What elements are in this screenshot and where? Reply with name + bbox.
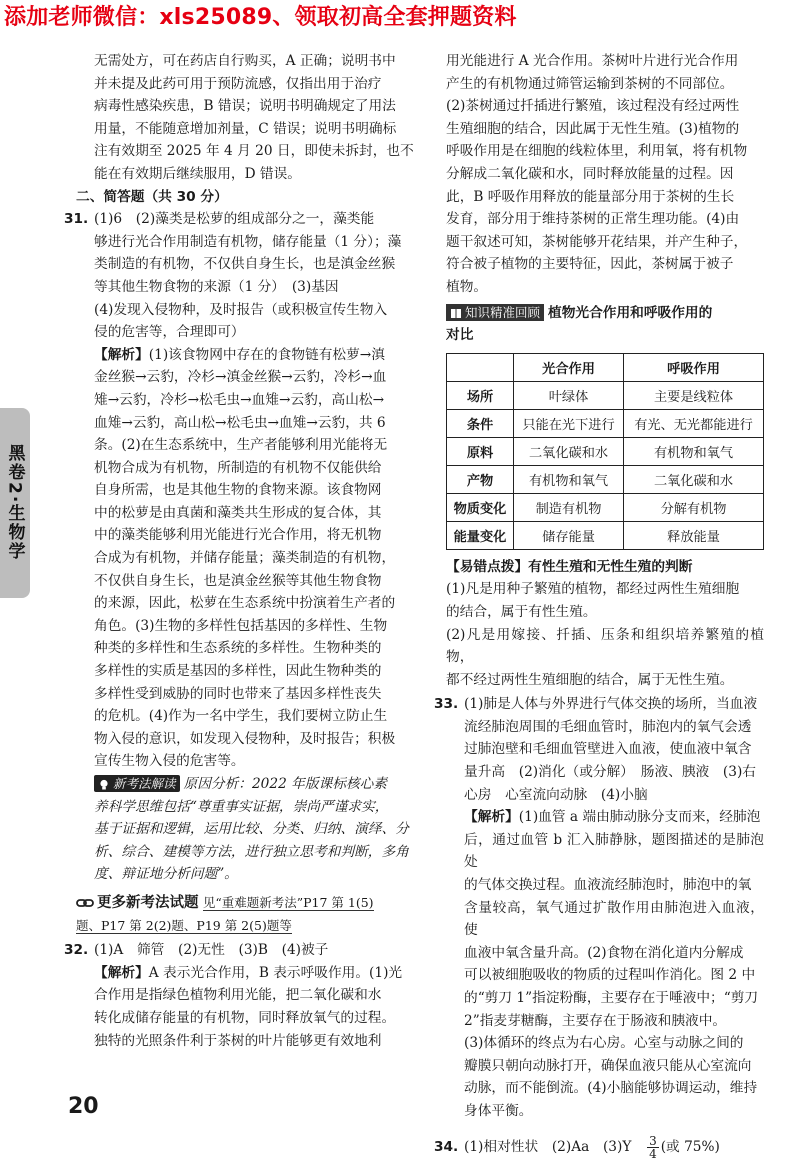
text-line: 的危机。(4)作为一名中学生，我们要树立防止生 — [94, 708, 388, 725]
text-line: 析、综合、建模等方法，进行独立思考和判断，多角 — [94, 843, 409, 860]
table-cell: 只能在光下进行 — [514, 409, 624, 437]
text-line: 符合被子植物的主要特征，因此，茶树属于被子 — [446, 256, 734, 273]
table-row — [447, 493, 764, 521]
text-line: 侵的危害等，合理即可） — [94, 324, 245, 341]
side-tab-label: 黑卷2·生物学 — [4, 444, 25, 562]
answer-text: (1)相对性状 (2)Aa (3)Y — [464, 1138, 646, 1155]
table-row-header: 能量变化 — [447, 521, 514, 549]
text-line: 够进行光合作用制造有机物，储存能量（1 分）；藻 — [94, 233, 402, 250]
text-line: (1)6 (2)藻类是松萝的组成部分之一，藻类能 — [94, 211, 375, 228]
text-line: 血液中氧含量升高。(2)食物在消化道内分解成 — [464, 944, 744, 961]
text-line: 宣传生物入侵的危害等。 — [94, 753, 245, 770]
text-line: 动脉，而不能倒流。(4)小脑能够协调运动，维持 — [464, 1080, 758, 1097]
page-number: 20 — [68, 1094, 99, 1119]
text-line: 发育，部分用于维持茶树的正常生理功能。(4)由 — [446, 211, 740, 228]
text-line: (1)A 筛管 (2)无性 (3)B (4)被子 — [94, 942, 329, 959]
table-cell: 二氧化碳和水 — [624, 465, 764, 493]
text-line: 题干叙述可知，茶树能够开花结果，并产生种子， — [446, 233, 748, 250]
new-exam-tag: 新考法解读 — [94, 775, 180, 792]
answer-text: (或 75%) — [660, 1138, 720, 1155]
text-line: 呼吸作用是在细胞的线粒体里，利用氧，将有机物 — [446, 143, 748, 160]
text-line: 都不经过两性生殖细胞的结合，属于无性生殖。 — [446, 671, 734, 688]
analysis-label: 【解析】 — [94, 964, 149, 981]
right-column — [434, 50, 764, 1161]
text-line: (1)该食物网中存在的食物链有松萝→滇 — [148, 346, 385, 363]
more-reference: 题、P17 第 2(2)题、P19 第 2(5)题等 — [76, 917, 292, 933]
text-line: 独特的光照条件利于茶树的叶片能够更有效地利 — [94, 1032, 382, 1049]
text-line: 能在有效期后继续服用，D 错误。 — [94, 165, 301, 182]
text-line: 等其他生物食物的来源（1 分） (3)基因 — [94, 278, 339, 295]
fraction-numerator: 3 — [649, 1133, 657, 1148]
table-header — [447, 353, 514, 381]
book-icon — [450, 308, 462, 319]
table-row-header: 物质变化 — [447, 493, 514, 521]
table-row — [447, 437, 764, 465]
text-line: 养科学思维包括“尊重事实证据，崇尚严谨求实， — [94, 798, 389, 815]
text-line: 中的松萝是由真菌和藻类共生形成的复合体，其 — [94, 504, 382, 521]
text-line: 多样性受到威胁的同时也带来了基因多样性丧失 — [94, 685, 382, 702]
text-line: 注有效期至 2025 年 4 月 20 日，即使未拆封，也不 — [94, 143, 414, 160]
text-line: 不仅供自身生长，也是滇金丝猴等其他生物食物 — [94, 572, 382, 589]
text-line: 心房 心室流向动脉 (4)小脑 — [464, 786, 648, 803]
table-row-header: 场所 — [447, 381, 514, 409]
text-line: (1)血管 a 端由肺动脉分支而来，经肺泡 — [518, 809, 761, 826]
table-row — [447, 409, 764, 437]
watermark-text: 添加老师微信：xls25089、领取初高全套押题资料 — [4, 5, 517, 30]
text-line: A 表示光合作用，B 表示呼吸作用。(1)光 — [148, 964, 403, 981]
text-line: 类制造的有机物，不仅供自身生长，也是滇金丝猴 — [94, 256, 396, 273]
text-line: (4)发现入侵物种，及时报告（或积极宣传生物入 — [94, 301, 388, 318]
table-cell: 有光、无光都能进行 — [624, 409, 764, 437]
text-line: 合作用是指绿色植物利用光能，把二氧化碳和水 — [94, 987, 382, 1004]
text-line: 的结合，属于有性生殖。 — [446, 603, 597, 620]
text-line: 金丝猴→云豹，冷杉→滇金丝猴→云豹，冷杉→血 — [94, 369, 387, 386]
fraction — [647, 1135, 659, 1160]
text-line: 基于证据和逻辑，运用比较、分类、归纳、演绎、分 — [94, 821, 409, 838]
table-cell: 叶绿体 — [514, 381, 624, 409]
text-line: 合成为有机物，并储存能量；藻类制造的有机物， — [94, 550, 396, 567]
question-34 — [434, 1133, 764, 1161]
text-line: 转化成储存能量的有机物，同时释放氧气的过程。 — [94, 1009, 396, 1026]
text-line: 多样性的实质是基因的多样性，因此生物种类的 — [94, 663, 382, 680]
question-number: 33. — [434, 696, 459, 713]
table-row-header: 条件 — [447, 409, 514, 437]
text-line: 并未提及此药可用于预防流感，仅指出用于治疗 — [94, 75, 382, 92]
question-number: 31. — [64, 211, 89, 228]
tip-label: 【易错点拨】 — [446, 558, 529, 575]
text-line: 机物合成为有机物，所制造的有机物不仅能供给 — [94, 459, 382, 476]
left-column — [64, 50, 414, 1052]
text-line: 量升高 (2)消化（或分解） 肠液、胰液 (3)右 — [464, 764, 756, 781]
comparison-table — [446, 353, 764, 550]
link-icon — [76, 896, 94, 910]
text-line: 身体平衡。 — [464, 1102, 533, 1119]
text-line: 用光能进行 A 光合作用。茶树叶片进行光合作用 — [446, 53, 739, 69]
table-row — [447, 521, 764, 549]
text-line: 可以被细胞吸收的物质的过程叫作消化。图 2 中 — [464, 967, 756, 984]
text-line: 病毒性感染疾患，B 错误；说明书明确规定了用法 — [94, 98, 396, 115]
text-line: 流经肺泡周围的毛细血管时，肺泡内的氧气会透 — [464, 718, 752, 735]
text-line: 2”指麦芽糖酶，主要存在于肠液和胰液中。 — [464, 1012, 727, 1029]
text-line: (3)体循环的终点为右心房。心室与动脉之间的 — [464, 1035, 744, 1052]
question-32 — [64, 939, 414, 1052]
knowledge-title: 植物光合作用和呼吸作用的 — [548, 304, 713, 321]
text-line: 物入侵的意识，如发现入侵物种，及时报告；积极 — [94, 730, 396, 747]
question-31 — [64, 208, 414, 886]
text-line: 的来源，因此，松萝在生态系统中扮演着生产者的 — [94, 595, 396, 612]
text-line: 瓣膜只朝向动脉打开，确保血液只能从心室流向 — [464, 1057, 752, 1074]
fraction-denominator: 4 — [649, 1146, 657, 1161]
text-line: 植物。 — [446, 278, 488, 295]
text-line: 含量较高，氧气通过扩散作用由肺泡进入血液，使 — [464, 899, 764, 939]
text-line: (1)凡是用种子繁殖的植物，都经过两性生殖细胞 — [446, 581, 740, 598]
table-header: 呼吸作用 — [624, 353, 764, 381]
question-33 — [434, 693, 764, 1122]
more-reference: 见“重难题新考法”P17 第 1(5) — [202, 894, 374, 910]
question-number: 32. — [64, 942, 89, 959]
q30-continuation — [76, 50, 414, 186]
text-line: 的“剪刀 1”指淀粉酶，主要存在于唾液中；“剪刀 — [464, 990, 759, 1006]
text-line: 用量，不能随意增加剂量，C 错误；说明书明确标 — [94, 120, 397, 137]
section-heading: 二、简答题（共 30 分） — [76, 188, 228, 205]
more-title: 更多新考法试题 — [97, 894, 199, 911]
table-cell: 二氧化碳和水 — [514, 437, 624, 465]
knowledge-tag: 知识精准回顾 — [446, 304, 544, 321]
question-number: 34. — [434, 1138, 459, 1155]
text-line: 雉→云豹，冷杉→松毛虫→血雉→云豹，高山松→ — [94, 391, 385, 408]
table-row-header: 原料 — [447, 437, 514, 465]
side-tab — [0, 408, 30, 598]
text-line: 后，通过血管 b 汇入肺静脉，题图描述的是肺泡处 — [464, 831, 764, 871]
text-line: 无需处方，可在药店自行购买，A 正确；说明书中 — [94, 53, 396, 69]
text-line: 角色。(3)生物的多样性包括基因的多样性、生物 — [94, 617, 388, 634]
text-line: (2)凡是用嫁接、扦插、压条和组织培养繁殖的植物， — [446, 626, 764, 666]
table-cell: 制造有机物 — [514, 493, 624, 521]
text-line: (2)茶树通过扦插进行繁殖，该过程没有经过两性 — [446, 98, 740, 115]
table-cell: 储存能量 — [514, 521, 624, 549]
tip-title: 有性生殖和无性生殖的判断 — [528, 558, 693, 575]
text-line: 血雉→云豹，高山松→松毛虫→血雉→云豹，共 6 — [94, 414, 386, 431]
table-cell: 分解有机物 — [624, 493, 764, 521]
text-line: 此，B 呼吸作用释放的能量部分用于茶树的生长 — [446, 188, 735, 205]
table-row — [447, 381, 764, 409]
text-line: 种类的多样性和生态系统的多样性。生物种类的 — [94, 640, 382, 657]
knowledge-title-cont: 对比 — [446, 327, 474, 344]
table-cell: 有机物和氧气 — [624, 437, 764, 465]
text-line: 原因分析：2022 年版课标核心素 — [183, 776, 387, 792]
text-line: 中的藻类能够利用光能进行光合作用，将无机物 — [94, 527, 382, 544]
analysis-label: 【解析】 — [94, 346, 149, 363]
table-header: 光合作用 — [514, 353, 624, 381]
table-row-header: 产物 — [447, 465, 514, 493]
more-questions-box — [76, 892, 414, 937]
table-header-row — [447, 353, 764, 381]
table-cell: 有机物和氧气 — [514, 465, 624, 493]
text-line: 产生的有机物通过筛管运输到茶树的不同部位。 — [446, 75, 734, 92]
analysis-label: 【解析】 — [464, 809, 519, 826]
text-line: 生殖细胞的结合，因此属于无性生殖。(3)植物的 — [446, 120, 740, 137]
table-cell: 主要是线粒体 — [624, 381, 764, 409]
text-line: (1)肺是人体与外界进行气体交换的场所，当血液 — [464, 696, 758, 713]
text-line: 自身所需，也是其他生物的食物来源。该食物网 — [94, 482, 382, 499]
text-line: 度、辩证地分析问题”。 — [94, 866, 238, 883]
lightbulb-icon — [98, 779, 110, 790]
text-line: 条。(2)在生态系统中，生产者能够利用光能将无 — [94, 437, 388, 454]
text-line: 的气体交换过程。血液流经肺泡时，肺泡中的氧 — [464, 877, 752, 894]
text-line: 分解成二氧化碳和水，同时释放能量的过程。因 — [446, 165, 734, 182]
text-line: 过肺泡壁和毛细血管壁进入血液，使血液中氧含 — [464, 741, 752, 758]
table-row — [447, 465, 764, 493]
table-cell: 释放能量 — [624, 521, 764, 549]
